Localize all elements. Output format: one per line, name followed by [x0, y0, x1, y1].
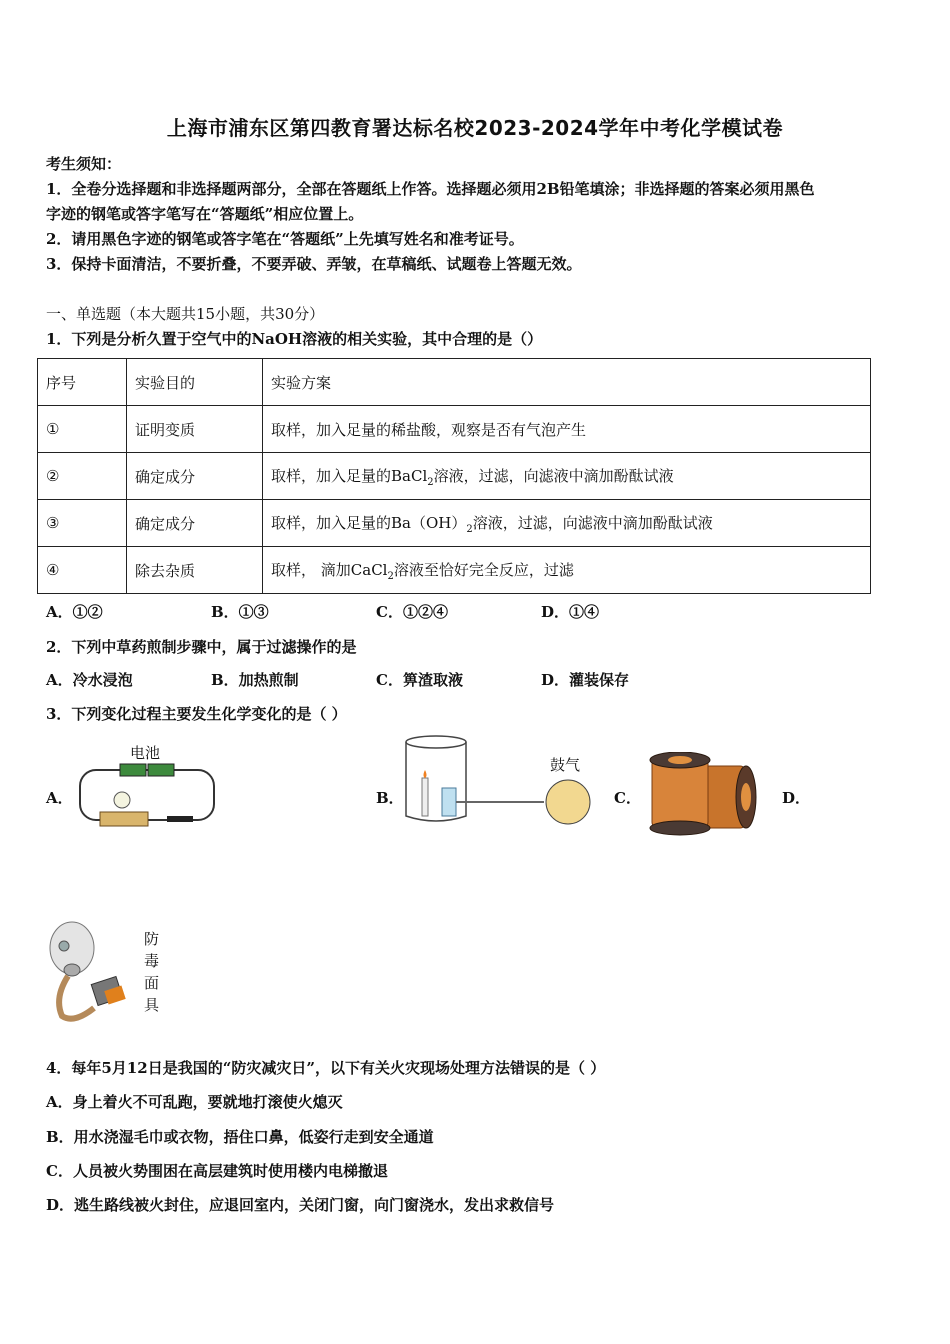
q1-option-b: B．①③ — [211, 603, 269, 621]
q2-option-a: A．冷水浸泡 — [46, 671, 133, 689]
table-row — [38, 406, 871, 453]
row-number: ② — [38, 453, 127, 500]
mask-label-char: 具 — [144, 996, 160, 1014]
plan-text: 溶液，过滤，向滤液中滴加酚酞试液 — [472, 513, 713, 532]
q2-option-c: C．箅渣取液 — [376, 671, 463, 689]
q4-option-c: C．人员被火势围困在高层建筑时使用楼内电梯撤退 — [46, 1162, 388, 1180]
mask-label-char: 防 — [144, 930, 160, 948]
candle-jar-icon — [404, 732, 594, 827]
plan-text: 取样， 滴加CaCl — [271, 560, 388, 579]
notice-heading: 考生须知： — [46, 155, 122, 173]
q3-label-a: A． — [46, 789, 73, 807]
battery-circuit-icon — [72, 740, 222, 835]
notice-line-3: 3．保持卡面清洁，不要折叠，不要弄破、弄皱，在草稿纸、试题卷上答题无效。 — [46, 255, 582, 273]
header-cell: 实验方案 — [263, 359, 871, 406]
q3-label-c: C． — [614, 789, 641, 807]
q1-table — [37, 358, 871, 594]
notice-line-1b: 字迹的钢笔或答字笔写在“答题纸”相应位置上。 — [46, 205, 364, 223]
row-purpose: 除去杂质 — [127, 547, 263, 594]
plan-text: 溶液至恰好完全反应，过滤 — [393, 560, 574, 579]
q3-label-d: D． — [782, 789, 811, 807]
plan-subscript: 2 — [466, 523, 473, 535]
row-purpose: 确定成分 — [127, 500, 263, 547]
q4-option-a: A．身上着火不可乱跑，要就地打滚使火熄灭 — [46, 1093, 343, 1111]
q2-stem: 2．下列中草药煎制步骤中，属于过滤操作的是 — [46, 638, 357, 656]
q4-option-b: B．用水浇湿毛巾或衣物，捂住口鼻，低姿行走到安全通道 — [46, 1128, 434, 1146]
row-plan — [263, 547, 871, 594]
row-purpose: 证明变质 — [127, 406, 263, 453]
q2-option-d: D．灌装保存 — [541, 671, 630, 689]
table-row — [38, 500, 871, 547]
section-heading: 一、单选题（本大题共15小题，共30分） — [46, 305, 325, 323]
page-title: 上海市浦东区第四教育署达标名校2023-2024学年中考化学模试卷 — [166, 116, 784, 140]
row-purpose: 确定成分 — [127, 453, 263, 500]
mask-label-char: 面 — [144, 974, 160, 992]
row-plan — [263, 500, 871, 547]
plan-text: 取样，加入足量的BaCl — [271, 466, 428, 485]
plan-text: 溶液，过滤，向滤液中滴加酚酞试液 — [433, 466, 674, 485]
row-number: ③ — [38, 500, 127, 547]
q1-option-a: A．①② — [46, 603, 103, 621]
battery-label: 电池 — [130, 744, 161, 762]
header-cell: 实验目的 — [127, 359, 263, 406]
row-number: ① — [38, 406, 127, 453]
q4-stem: 4．每年5月12日是我国的“防灾减灾日”，以下有关火灾现场处理方法错误的是（ ） — [46, 1059, 606, 1077]
q3-label-b: B． — [376, 789, 404, 807]
q1-option-d: D．①④ — [541, 603, 600, 621]
mask-label-char: 毒 — [144, 952, 160, 970]
blow-label: 鼓气 — [550, 756, 581, 774]
gas-mask-icon — [44, 918, 134, 1028]
copper-spool-icon — [644, 752, 760, 836]
q2-option-b: B．加热煎制 — [211, 671, 299, 689]
table-row — [38, 547, 871, 594]
header-cell: 序号 — [38, 359, 127, 406]
q3-stem: 3．下列变化过程主要发生化学变化的是（ ） — [46, 705, 347, 723]
row-plan: 取样，加入足量的稀盐酸，观察是否有气泡产生 — [263, 406, 871, 453]
row-plan — [263, 453, 871, 500]
mask-label — [144, 928, 159, 1016]
q4-option-d: D．逃生路线被火封住，应退回室内，关闭门窗，向门窗浇水，发出求救信号 — [46, 1196, 555, 1214]
row-number: ④ — [38, 547, 127, 594]
q1-stem: 1．下列是分析久置于空气中的NaOH溶液的相关实验，其中合理的是（） — [46, 330, 543, 348]
notice-line-1a: 1．全卷分选择题和非选择题两部分，全部在答题纸上作答。选择题必须用2B铅笔填涂；非选择题的答案必须用黑色 — [46, 180, 815, 198]
notice-line-2: 2．请用黑色字迹的钢笔或答字笔在“答题纸”上先填写姓名和准考证号。 — [46, 230, 524, 248]
plan-subscript: 2 — [387, 570, 394, 582]
plan-text: 取样，加入足量的Ba（OH） — [271, 513, 467, 532]
plan-subscript: 2 — [427, 476, 434, 488]
table-row — [38, 453, 871, 500]
q1-option-c: C．①②④ — [376, 603, 448, 621]
table-header-row — [38, 359, 871, 406]
